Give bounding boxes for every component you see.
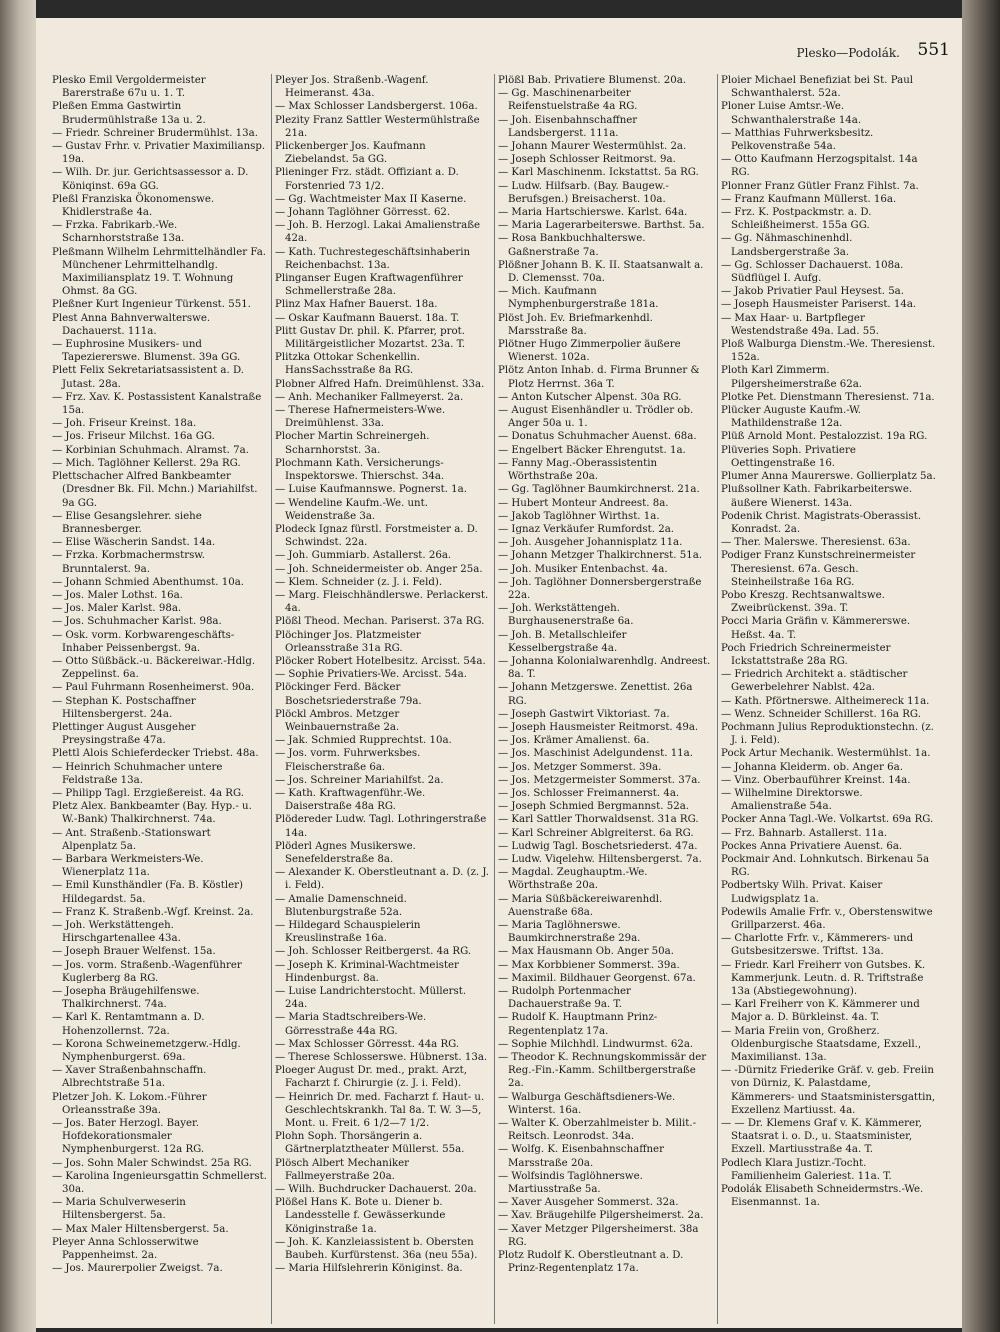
- directory-entry: — Rudolph Portenmacher Dachauerstraße 9a. T.: [498, 986, 631, 1011]
- directory-entry: — Walter K. Oberzahlmeister b. Milit.-Reitsch. Leonrodst. 34a.: [498, 1118, 697, 1143]
- directory-entry: — Jakob Privatier Paul Heysest. 5a.: [721, 286, 904, 298]
- directory-entry: — Joh. Taglöhner Donnersbergerstraße 22a.: [498, 576, 702, 601]
- directory-entry: Pobo Kreszg. Rechtsanwaltswe. Zweibrückenst. 39a. T.: [721, 589, 885, 615]
- directory-entry: — Joseph Gastwirt Viktoriast. 7a.: [498, 708, 670, 720]
- directory-entry: — Gg. Taglöhner Baumkirchnerst. 21a.: [498, 484, 700, 496]
- directory-entry: Pochmann Julius Reproduktionstechn. (z. J. i. Feld).: [721, 721, 934, 747]
- directory-entry: Plüß Arnold Mont. Pestalozzist. 19a RG.: [721, 431, 928, 443]
- directory-entry: — Jos. Friseur Milchst. 16a GG.: [52, 431, 215, 443]
- directory-entry: — Wolfsindis Taglöhnerswe. Martiusstraße 5a.: [498, 1170, 643, 1196]
- directory-entry: — Max Hausmann Ob. Anger 50a.: [498, 946, 674, 958]
- directory-entry: — Ludw. Hilfsarb. (Bay. Baugew.-Berufsgen.) Breisacherst. 10a.: [498, 180, 669, 205]
- directory-entry: Plocher Martin Schreinergeh. Scharnhorstst. 3a.: [275, 431, 430, 456]
- directory-entry: — Johann Metzger Thalkirchnerst. 51a.: [498, 550, 703, 562]
- directory-entry: — Sophie Milchhdl. Lindwurmst. 62a.: [498, 1038, 694, 1050]
- directory-entry: — Ludw. Viqelehw. Hiltensbergerst. 7a.: [498, 853, 702, 865]
- directory-entry: — Engelbert Bäcker Ehrengutst. 1a.: [498, 444, 686, 456]
- directory-entry: — Kath. Pförtnerswe. Altheimereck 11a.: [721, 695, 930, 707]
- directory-entry: — Wilh. Buchdrucker Dachauerst. 20a.: [275, 1184, 477, 1196]
- directory-entry: — Frz. K. Postpackmstr. a. D. Schleißheimerst. 155a GG.: [721, 207, 872, 232]
- column-4: [721, 74, 937, 1324]
- directory-entry: — Gg. Wachtmeister Max II Kaserne.: [275, 193, 467, 205]
- directory-entry: — Joh. Gummiarb. Astallerst. 26a.: [275, 550, 452, 562]
- directory-entry: Plößner Johann B. K. II. Staatsanwalt a. D. Clemensst. 70a.: [498, 259, 704, 285]
- directory-entry: Plöst Joh. Ev. Briefmarkenhdl. Marsstraße 8a.: [498, 312, 653, 337]
- directory-entry: — Gg. Schlosser Dachauerst. 108a. Südflügel I. Aufg.: [721, 259, 904, 285]
- directory-entry: — Sophie Privatiers-We. Arcisst. 54a.: [275, 669, 467, 681]
- column-3: [498, 74, 714, 1324]
- directory-entry: Plöderl Agnes Musikerswe. Senefelderstraße 8a.: [275, 840, 416, 865]
- directory-entry: — Maria Stadtschreibers-We. Görresstraße 44a RG.: [275, 1012, 427, 1037]
- directory-entry: Plödereder Ludw. Tagl. Lothringerstraße 14a.: [275, 814, 487, 839]
- directory-entry: — Paul Fuhrmann Rosenheimerst. 90a.: [52, 682, 255, 694]
- directory-entry: — Franz Kaufmann Müllerst. 16a.: [721, 193, 897, 205]
- directory-entry: — Karl Schreiner Ablgreiterst. 6a RG.: [498, 827, 694, 839]
- directory-entry: Pocker Anna Tagl.-We. Volkartst. 69a RG.: [721, 814, 934, 826]
- directory-entry: — Wilhelmine Direktorswe. Amalienstraße 54a.: [721, 787, 863, 813]
- directory-entry: — Gustav Frhr. v. Privatier Maximiliansp. 19a.: [52, 141, 266, 166]
- directory-entry: — Rosa Bankbuchhalterswe. Gaßnerstraße 7a.: [498, 233, 646, 258]
- directory-entry: — Walburga Geschäftsdieners-We. Winterst. 16a.: [498, 1091, 676, 1116]
- directory-entry: — Joh. Ausgeher Johannisplatz 11a.: [498, 537, 683, 549]
- directory-entry: — Karl K. Rentamtmann a. D. Hohenzollernst. 72a.: [52, 1012, 205, 1037]
- directory-entry: — Jos. Metzgermeister Sommerst. 37a.: [498, 774, 701, 786]
- column-divider: [271, 74, 272, 1324]
- directory-entry: Pleßmann Wilhelm Lehrmittelhändler Fa. Münchener Lehrmittelhandlg. Maximiliansplatz 19. T. Wohnung Ohmst. 8a GG.: [52, 246, 267, 298]
- directory-entry: — Max Korbbiener Sommerst. 39a.: [498, 959, 680, 971]
- directory-entry: Plößl Theod. Mechan. Pariserst. 37a RG.: [275, 616, 485, 628]
- directory-entry: — Fanny Mag.-Oberassistentin Wörthstraße 20a.: [498, 457, 658, 483]
- directory-entry: — Stephan K. Postschaffner Hiltensbergerst. 24a.: [52, 695, 196, 720]
- directory-entry: — Korbinian Schuhmach. Alramst. 7a.: [52, 444, 249, 456]
- directory-entry: — Maria Süßbäckereiwarenhdl. Auenstraße 68a.: [498, 893, 663, 918]
- page-edge-shadow: [962, 0, 1000, 1332]
- directory-entry: — Kath. Kraftwagenführ.-We. Daiserstraße 48a RG.: [275, 787, 426, 813]
- directory-entry: — Jos. vorm. Fuhrwerksbes. Fleischerstraße 6a.: [275, 748, 421, 773]
- directory-entry: — Wilh. Dr. jur. Gerichtsassessor a. D. Köniqinst. 69a GG.: [52, 167, 249, 192]
- directory-entry: Plöchinger Jos. Platzmeister Orleansstraße 31a RG.: [275, 629, 421, 654]
- directory-entry: — Joh. B. Metallschleifer Kesselbergstraße 4a.: [498, 629, 627, 654]
- directory-entry: — Maria Hartschierswe. Karlst. 64a.: [498, 207, 688, 219]
- directory-entry: — Maria Freiin von, Großherz. Oldenburgische Staatsdame, Exzell., Maximilianst. 13a.: [721, 1025, 922, 1064]
- directory-entry: — Barbara Werkmeisters-We. Wienerplatz 11a.: [52, 853, 204, 879]
- directory-entry: Pleßen Emma Gastwirtin Brudermühlstraße 13a u. 2.: [52, 101, 206, 126]
- directory-entry: — Karolina Ingenieursgattin Schmellerst. 30a.: [52, 1170, 267, 1196]
- directory-entry: Plötz Anton Inhab. d. Firma Brunner & Plotz Herrnst. 36a T.: [498, 365, 700, 390]
- directory-entry: — Vinz. Oberbauführer Kreinst. 14a.: [721, 774, 911, 786]
- directory-entry: Plettl Alois Schieferdecker Triebst. 48a.: [52, 748, 259, 760]
- directory-entry: — Joh. Musiker Entenbachst. 4a.: [498, 563, 668, 575]
- directory-entry: — Ther. Malerswe. Theresienst. 63a.: [721, 537, 911, 549]
- directory-entry: — Gg. Maschinenarbeiter Reifenstuelstraße 4a RG.: [498, 88, 638, 113]
- directory-entry: Plumer Anna Maurerswe. Gollierplatz 5a.: [721, 471, 936, 483]
- directory-entry: — Jos. Maler Karlst. 98a.: [52, 603, 182, 615]
- directory-entry: Podiger Franz Kunstschreinermeister Theresienst. 67a. Gesch. Steinheilstraße 16a RG.: [721, 550, 916, 588]
- directory-entry: — Charlotte Frfr. v., Kämmerers- und Gutsbesitzerswe. Triftst. 13a.: [721, 933, 914, 958]
- directory-entry: — Wendeline Kaufm.-We. unt. Weidenstraße 3a.: [275, 497, 428, 522]
- directory-entry: Podolák Elisabeth Schneidermstrs.-We. Eisenmannst. 1a.: [721, 1184, 924, 1209]
- directory-entry: — Maria Lagerarbeiterswe. Barthst. 5a.: [498, 220, 705, 232]
- directory-entry: — Frz. Bahnarb. Astallerst. 11a.: [721, 827, 888, 839]
- directory-entry: Plesko Emil Vergoldermeister Barerstraße 67u u. 1. T.: [52, 75, 206, 100]
- directory-entry: — Frzka. Fabrikarb.-We. Scharnhorststraße 13a.: [52, 220, 185, 245]
- directory-entry: Plest Anna Bahnverwalterswe. Dachauerst. 111a.: [52, 312, 211, 337]
- directory-entry: — Maria Hilfslehrerin Königinst. 8a.: [275, 1263, 463, 1275]
- directory-entry: — Rudolf K. Hauptmann Prinz-Regentenplatz 17a.: [498, 1012, 658, 1037]
- directory-entry: — Ignaz Verkäufer Rumfordst. 2a.: [498, 523, 675, 535]
- directory-entry: Plöcker Robert Hotelbesitz. Arcisst. 54a.: [275, 655, 486, 667]
- directory-entry: — Jak. Schmied Rupprechtst. 10a.: [275, 735, 452, 747]
- directory-entry: Pletzer Joh. K. Lokom.-Führer Orleansstraße 39a.: [52, 1091, 207, 1116]
- directory-entry: — Maria Schulverweserin Hiltensbergerst. 5a.: [52, 1197, 186, 1222]
- directory-entry: — Wolfg. K. Eisenbahnschaffner Marsstraße 20a.: [498, 1144, 664, 1169]
- directory-entry: — Joh. Werkstättengeh. Burghausenerstraße 6a.: [498, 603, 634, 628]
- directory-entry: Plonner Franz Gütler Franz Fihlst. 7a.: [721, 180, 919, 192]
- directory-entry: Plüveries Soph. Privatiere Oettingenstraße 16.: [721, 444, 856, 469]
- directory-entry: — — Dr. Klemens Graf v. K. Kämmerer, Staatsrat i. o. D., u. Staatsminister, Exzell. Martiusstraße 4a. T.: [721, 1118, 922, 1156]
- directory-entry: Plochmann Kath. Versicherungs-Inspektorswe. Thierschst. 34a.: [275, 457, 445, 483]
- directory-entry: — Jos. Maurerpolier Zweigst. 7a.: [52, 1263, 223, 1275]
- directory-entry: — Xaver Straßenbahnschaffn. Albrechtstraße 51a.: [52, 1065, 207, 1090]
- directory-entry: — Max Haar- u. Bartpfleger Westendstraße 49a. Lad. 55.: [721, 312, 879, 337]
- directory-entry: — Jos. Krämer Amalienst. 6a.: [498, 735, 650, 747]
- directory-entry: — Maria Taglöhnerswe. Baumkirchnerstraße 29a.: [498, 920, 641, 945]
- directory-entry: Plettinger August Ausgeher Preysingstraße 47a.: [52, 721, 196, 747]
- directory-entry: Plett Felix Sekretariatsassistent a. D. Jutast. 28a.: [52, 365, 245, 390]
- directory-entry: — Osk. vorm. Korbwarengeschäfts-Inhaber Peissenbergst. 9a.: [52, 629, 235, 654]
- directory-entry: — Amalie Damenschneid. Blutenburgstraße 52a.: [275, 893, 407, 918]
- directory-entry: — Mich. Taglöhner Kellerst. 29a RG.: [52, 457, 241, 469]
- directory-entry: — Ant. Straßenb.-Stationswart Alpenplatz 5a.: [52, 827, 211, 852]
- directory-entry: — Jos. Maler Lothst. 16a.: [52, 589, 183, 601]
- directory-entry: Plieninger Frz. städt. Offiziant a. D. Forstenried 73 1/2.: [275, 167, 459, 192]
- directory-entry: Plötner Hugo Zimmerpolier äußere Wienerst. 102a.: [498, 339, 681, 364]
- column-divider: [717, 74, 718, 1324]
- directory-entry: — Xaver Metzger Pilgersheimerst. 38a RG.: [498, 1223, 699, 1248]
- directory-entry: Pock Artur Mechanik. Westermühlst. 1a.: [721, 748, 931, 760]
- directory-entry: — Joh. Eisenbahnschaffner Landsbergerst. 111a.: [498, 114, 638, 139]
- directory-entry: — Ludwig Tagl. Boschetsriederst. 47a.: [498, 840, 698, 852]
- directory-entry: Plöckinger Ferd. Bäcker Boschetsriederstraße 79a.: [275, 682, 422, 707]
- directory-entry: — Hildegard Schauspielerin Kreuslinstraße 16a.: [275, 920, 421, 945]
- directory-entry: — Otto Kaufmann Herzogspitalst. 14a RG.: [721, 154, 918, 179]
- directory-entry: Ploth Karl Zimmerm. Pilgersheimerstraße 62a.: [721, 365, 863, 390]
- directory-entry: Plinz Max Hafner Bauerst. 18a.: [275, 299, 438, 311]
- directory-entry: — Friedrich Architekt a. städtischer Gewerbelehrer Nablst. 42a.: [721, 669, 908, 694]
- directory-entry: Plezity Franz Sattler Westermühlstraße 21a.: [275, 114, 480, 139]
- directory-entry: — Wenz. Schneider Schillerst. 16a RG.: [721, 708, 921, 720]
- directory-entry: — Heinrich Schuhmacher untere Feldstraße 13a.: [52, 761, 223, 786]
- directory-entry: Plickenberger Jos. Kaufmann Ziebelandst. 5a GG.: [275, 141, 426, 166]
- directory-entry: — Klem. Schneider (z. J. i. Feld).: [275, 576, 443, 588]
- directory-entry: — Joseph Hausmeister Reitmorst. 49a.: [498, 721, 699, 733]
- directory-entry: — Luise Kaufmannswe. Pognerst. 1a.: [275, 484, 467, 496]
- directory-entry: — Joh. K. Kanzleiassistent b. Obersten Baubeh. Kurfürstenst. 36a (neu 55a).: [275, 1236, 478, 1262]
- directory-entry: — Max Schlosser Landsbergerst. 106a.: [275, 101, 478, 113]
- book-binding-shadow: [0, 0, 36, 1332]
- directory-entry: — Joh. Schneidermeister ob. Anger 25a.: [275, 563, 483, 575]
- directory-entry: — Joseph Brauer Welfenst. 15a.: [52, 946, 216, 958]
- directory-entry: — Luise Landrichterstocht. Müllerst. 24a.: [275, 986, 467, 1011]
- directory-entry: — Kath. Tuchrestegeschäftsinhaberin Reichenbachst. 13a.: [275, 246, 471, 271]
- column-divider: [494, 74, 495, 1324]
- directory-entry: Plohn Soph. Thorsängerin a. Gärtnerplatztheater Müllerst. 55a.: [275, 1131, 465, 1156]
- directory-entry: — Friedr. Schreiner Brudermühlst. 13a.: [52, 127, 258, 139]
- directory-entry: Plinganser Eugen Kraftwagenführer Schmellerstraße 28a.: [275, 273, 463, 298]
- directory-entry: Plettschacher Alfred Bankbeamter (Dresdner Bk. Fil. Mchn.) Mariahilfst. 9a GG.: [52, 471, 258, 509]
- running-head: Plesko—Podolák.: [796, 46, 900, 60]
- directory-entry: Plöckl Ambros. Metzger Weinbauernstraße 2a.: [275, 708, 400, 733]
- directory-entry: Pleßl Franziska Ökonomenswe. Khidlerstraße 4a.: [52, 193, 215, 219]
- directory-entry: — Jos. Bater Herzogl. Bayer. Hofdekorationsmaler Nymphenburgerst. 12a RG.: [52, 1118, 205, 1156]
- directory-entry: — Elise Wäscherin Sandst. 14a.: [52, 537, 216, 549]
- directory-entry: Ploeger August Dr. med., prakt. Arzt, Facharzt f. Chirurgie (z. J. i. Feld).: [275, 1065, 467, 1090]
- directory-entry: — Therese Hafnermeisters-Wwe. Dreimühlenst. 33a.: [275, 405, 446, 430]
- directory-entry: — Joseph K. Kriminal-Wachtmeister Hindenburgst. 8a.: [275, 959, 459, 984]
- page-header: [36, 40, 962, 68]
- directory-entry: — Josepha Bräugehilfenswe. Thalkirchnerst. 74a.: [52, 986, 200, 1011]
- directory-entry: — Heinrich Dr. med. Facharzt f. Haut- u. Geschlechtskrankh. Tal 8a. T. W. 3—5, Mont. u. Freit. 6 1/2—7 1/2.: [275, 1091, 485, 1130]
- directory-entry: — Joh. Friseur Kreinst. 18a.: [52, 418, 197, 430]
- directory-entry: — Johann Schmied Abenthumst. 10a.: [52, 576, 245, 588]
- directory-entry: Plotke Pet. Dienstmann Theresienst. 71a.: [721, 391, 935, 403]
- directory-entry: Plodeck Ignaz fürstl. Forstmeister a. D. Schwindst. 22a.: [275, 523, 478, 549]
- directory-entry: — Max Schlosser Görresst. 44a RG.: [275, 1038, 460, 1050]
- directory-entry: — Maximil. Bildhauer Georgenst. 67a.: [498, 972, 696, 984]
- directory-entry: — Jos. Sohn Maler Schwindst. 25a RG.: [52, 1157, 252, 1169]
- directory-entry: — Joseph Schlosser Reitmorst. 9a.: [498, 154, 676, 166]
- directory-entry: Podewils Amalie Frfr. v., Oberstenswitwe Grillparzerst. 46a.: [721, 906, 933, 931]
- directory-entry: — Mich. Kaufmann Nymphenburgerstraße 181a.: [498, 286, 659, 311]
- directory-entry: — Korona Schweinemetzgerw.-Hdlg. Nymphenburgerst. 69a.: [52, 1038, 241, 1064]
- directory-entry: Podenik Christ. Magistrats-Oberassist. Konradst. 2a.: [721, 510, 922, 535]
- directory-entry: — Joseph Hausmeister Pariserst. 14a.: [721, 299, 917, 311]
- directory-entry: — Jos. vorm. Straßenb.-Wagenführer Kuglerberg 8a RG.: [52, 959, 242, 984]
- directory-entry: Podbertsky Wilh. Privat. Kaiser Ludwigsplatz 1a.: [721, 880, 883, 905]
- directory-entry: — Alexander K. Oberstleutnant a. D. (z. J. i. Feld).: [275, 867, 489, 892]
- directory-entry: — Jos. Schreiner Mariahilfst. 2a.: [275, 774, 444, 786]
- directory-entry: — Joseph Schmied Bergmannst. 52a.: [498, 801, 690, 813]
- directory-entry: — Xav. Bräugehilfe Pilgersheimerst. 2a.: [498, 1210, 704, 1222]
- directory-entry: Pleßner Kurt Ingenieur Türkenst. 551.: [52, 299, 251, 311]
- directory-entry: — Karl Maschinenm. Ickstattst. 5a RG.: [498, 167, 699, 179]
- directory-entry: Poch Friedrich Schreinermeister Ickstattstraße 28a RG.: [721, 642, 891, 667]
- directory-entry: — Theodor K. Rechnungskommissär der Reg.-Fin.-Kamm. Schiltbergerstraße 2a.: [498, 1052, 707, 1090]
- directory-entry: — Marg. Fleischhändlerswe. Perlackerst. 4a.: [275, 589, 489, 615]
- directory-entry: — Philipp Tagl. Erzgießereist. 4a RG.: [52, 787, 244, 799]
- directory-entry: Plotz Rudolf K. Oberstleutnant a. D. Prinz-Regentenplatz 17a.: [498, 1250, 684, 1275]
- directory-entry: — August Eisenhändler u. Trödler ob. Anger 50a u. 1.: [498, 405, 694, 430]
- directory-entry: Plitt Gustav Dr. phil. K. Pfarrer, prot. Militärgeistlicher Mozartst. 23a. T.: [275, 325, 466, 351]
- directory-entry: — Johann Maurer Westermühlst. 2a.: [498, 141, 687, 153]
- directory-entry: — Emil Kunsthändler (Fa. B. Köstler) Hildegardst. 5a.: [52, 880, 244, 905]
- directory-entry: Plösch Albert Mechaniker Fallmeyerstraße 20a.: [275, 1157, 410, 1182]
- directory-entry: Pockes Anna Privatiere Auenst. 6a.: [721, 840, 903, 852]
- directory-entry: — Magdal. Zeughauptm.-We. Wörthstraße 20a.: [498, 867, 648, 892]
- directory-columns: [52, 74, 952, 1324]
- column-2: [275, 74, 491, 1324]
- directory-entry: — Karl Sattler Thorwaldsenst. 31a RG.: [498, 814, 699, 826]
- directory-entry: — Frz. Xav. K. Postassistent Kanalstraße 15a.: [52, 391, 262, 417]
- directory-entry: — Jos. Maschinist Adelgundenst. 11a.: [498, 748, 693, 760]
- directory-entry: — Johann Taglöhner Görresst. 62.: [275, 207, 451, 219]
- directory-entry: Plößel Hans K. Bote u. Diener b. Landesstelle f. Gewässerkunde Königinstraße 1a.: [275, 1197, 446, 1235]
- directory-entry: Plitzka Ottokar Schenkellin. HansSachsstraße 8a RG.: [275, 352, 420, 377]
- directory-entry: — Xaver Ausgeher Sommerst. 32a.: [498, 1197, 679, 1209]
- directory-entry: — Anh. Mechaniker Fallmeyerst. 2a.: [275, 391, 464, 403]
- directory-entry: — Anton Kutscher Alpenst. 30a RG.: [498, 391, 682, 403]
- directory-entry: Plußsollner Kath. Fabrikarbeiterswe. äußere Wienerst. 143a.: [721, 484, 913, 509]
- directory-entry: Plößl Bab. Privatiere Blumenst. 20a.: [498, 75, 687, 86]
- directory-entry: — Joh. Werkstättengeh. Hirschgartenallee 43a.: [52, 920, 181, 945]
- directory-entry: — Joh. B. Herzogl. Lakai Amalienstraße 42a.: [275, 220, 481, 245]
- directory-entry: Pletz Alex. Bankbeamter (Bay. Hyp.- u. W.-Bank) Thalkirchnerst. 74a.: [52, 801, 252, 826]
- directory-entry: — Gg. Nähmaschinenhdl. Landsbergerstraße 3a.: [721, 233, 853, 258]
- directory-entry: — Jos. Schuhmacher Karlst. 98a.: [52, 616, 222, 628]
- directory-entry: — Jos. Schlosser Freimannerst. 4a.: [498, 787, 680, 799]
- page-number: 551: [917, 40, 950, 60]
- directory-entry: Pleyer Jos. Straßenb.-Wagenf. Heimeranst. 43a.: [275, 75, 429, 100]
- directory-entry: — Franz K. Straßenb.-Wgf. Kreinst. 2a.: [52, 906, 254, 918]
- directory-entry: Ploß Walburga Dienstm.-We. Theresienst. 152a.: [721, 339, 936, 364]
- directory-entry: Plücker Auguste Kaufm.-W. Mathildenstraße 12a.: [721, 405, 862, 430]
- directory-entry: — Hubert Monteur Andreest. 8a.: [498, 497, 669, 509]
- directory-page: [36, 18, 962, 1328]
- directory-entry: Ploier Michael Benefiziat bei St. Paul Schwanthalerst. 52a.: [721, 75, 914, 100]
- directory-entry: — Therese Schlosserswe. Hübnerst. 13a.: [275, 1052, 488, 1064]
- directory-entry: Pocci Maria Gräfin v. Kämmererswe. Heßst. 4a. T.: [721, 616, 911, 641]
- directory-entry: — Friedr. Karl Freiherr von Gutsbes. K. Kammerjunk. Leutn. d. R. Triftstraße 13a (Abstiegewohnung).: [721, 959, 926, 998]
- column-1: [52, 74, 268, 1324]
- directory-entry: Podlech Klara Justizr.-Tocht. Familienheim Galeriest. 11a. T.: [721, 1157, 892, 1182]
- directory-entry: — Oskar Kaufmann Bauerst. 18a. T.: [275, 312, 460, 324]
- directory-entry: — Johanna Kleiderm. ob. Anger 6a.: [721, 761, 903, 773]
- directory-entry: — Frzka. Korbmachermstrsw. Brunntalerst. 9a.: [52, 550, 206, 575]
- directory-entry: — Joh. Schlosser Reitbergerst. 4a RG.: [275, 946, 472, 958]
- directory-entry: Ploner Luise Amtsr.-We. Schwanthalerstraße 14a.: [721, 101, 862, 126]
- directory-entry: — Karl Freiherr von K. Kämmerer und Major a. D. Bürkleinst. 4a. T.: [721, 999, 920, 1024]
- directory-entry: — Johann Metzgerswe. Zenettist. 26a RG.: [498, 682, 693, 707]
- directory-entry: — Max Maler Hiltensbergerst. 5a.: [52, 1223, 229, 1235]
- directory-entry: — Euphrosine Musikers- und Tapeziererswe. Blumenst. 39a GG.: [52, 339, 241, 364]
- directory-entry: Pleyer Anna Schlosserwitwe Pappenheimst. 2a.: [52, 1236, 199, 1262]
- directory-entry: — Otto Süßbäck.-u. Bäckereiwar.-Hdlg. Zeppelinst. 6a.: [52, 655, 256, 681]
- directory-entry: — Elise Gesangslehrer. siehe Brannesberger.: [52, 510, 202, 535]
- directory-entry: Plobner Alfred Hafn. Dreimühlenst. 33a.: [275, 378, 485, 390]
- directory-entry: — Matthias Fuhrwerksbesitz. Pelkovenstraße 54a.: [721, 127, 874, 153]
- directory-entry: — Jakob Taglöhner Wirthst. 1a.: [498, 510, 660, 522]
- directory-entry: — Jos. Metzger Sommerst. 39a.: [498, 761, 662, 773]
- directory-entry: Pockmair And. Lohnkutsch. Birkenau 5a RG.: [721, 853, 930, 879]
- directory-entry: — Donatus Schuhmacher Auenst. 68a.: [498, 431, 697, 443]
- directory-entry: — Johanna Kolonialwarenhdlg. Andreest. 8a. T.: [498, 655, 711, 681]
- directory-entry: — -Dürnitz Friederike Gräf. v. geb. Freiin von Dürniz, K. Palastdame, Kämmerers- und Staatsministersgattin, Exzellenz Martiusst. 4a.: [721, 1065, 936, 1116]
